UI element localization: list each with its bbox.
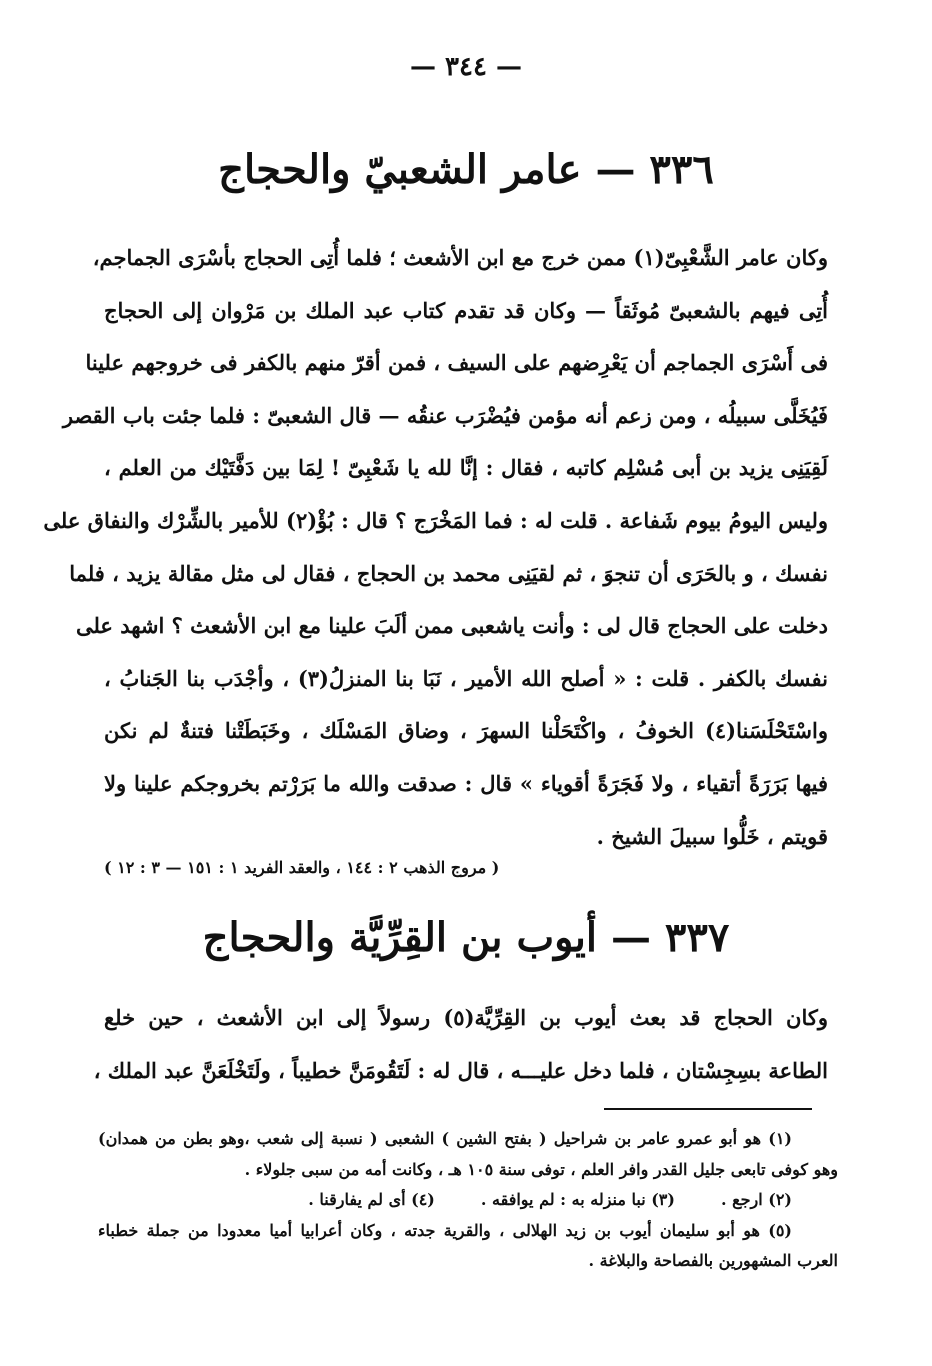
text-line: نفسك بالكفر . قلت : « أصلح الله الأمير ، نَبَا بنا المنزلُ(٣) ، وأجْدَب بنا الجَنابُ ،	[104, 665, 828, 691]
text-line: نفسك ، و بالحَرَى أن تنجوَ ، ثم لقيَنِى محمد بن الحجاج ، فقال لى مثل مقالة يزيد ، فلما	[69, 560, 828, 586]
text-line: فى أَسْرَى الجماجم أن يَعْرِضهم على السيف ، فمن أقرّ منهم بالكفر فى خروجهم علينا	[85, 350, 828, 376]
text-line: فيها بَرَرَةً أتقياء ، ولا فَجَرَةً أقوياء » قال : صدقت والله ما بَرَرْتم بخروجكم علينا ولا	[104, 770, 828, 796]
footnote-5-continued: العرب المشهورين بالفصاحة والبلاغة .	[588, 1251, 838, 1270]
source-citation: ( مروج الذهب ٢ : ١٤٤ ، والعقد الفريد ١ : ١٥١ — ٣ : ١٢ )	[104, 858, 500, 877]
text-line: وليس اليومُ بيوم شَفاعة . قلت له : فما المَخْرَج ؟ قال : بُؤْ(٢) للأمير بالشِّرْك والنفاق على	[43, 507, 828, 533]
page-number: — ٣٤٤ —	[409, 52, 523, 82]
footnote-divider	[604, 1108, 812, 1110]
text-line: قويتم ، خَلُّوا سبيلَ الشيخ .	[596, 823, 828, 849]
footnote-1-continued: وهو كوفى تابعى جليل القدر وافر العلم ، توفى سنة ١٠٥ هـ ، وكانت أمه من سبى جلولاء .	[244, 1159, 838, 1179]
footnote-4: (٤) أى لم يفارقنا .	[308, 1190, 435, 1209]
footnote-5: (٥) هو أبو سليمان أيوب بن زيد الهلالى ، والقرية جدته ، وكان أعرابيا أميا معدودا من جملة خطباء	[98, 1220, 792, 1240]
section-title-337: ٣٣٧ — أيوب بن القِرِّيَّة والحجاج	[202, 914, 730, 961]
section-337-body	[93, 992, 828, 1097]
footnotes-2-3-4	[98, 1185, 838, 1216]
text-line: دخلت على الحجاج قال لى : وأنت ياشعبى ممن ألَبَ علينا مع ابن الأشعث ؟ اشهد على	[75, 613, 828, 639]
footnotes	[98, 1124, 838, 1277]
text-line: أُتِى فيهم بالشعبىّ مُوثَقاً — وكان قد تقدم كتاب عبد الملك بن مَرْوان إلى الحجاج	[104, 297, 829, 323]
footnote-3: (٣) نبا منزله به : لم يوافقه .	[480, 1190, 675, 1209]
text-line: لَقِيَنِى يزيد بن أبى مُسْلِم كاتبه ، فقال : إنَّا لله يا شَعْبِىّ ! لِمَا بين دَفَّتَيْك من العلم ،	[104, 455, 828, 481]
text-line: الطاعة بسِجِسْتان ، فلما دخل عليـــه ، قال له : لَتَقُومَنَّ خطيباً ، ولَتَخْلَعَنَّ عبد الملك ،	[93, 1057, 828, 1083]
text-line: وكان عامر الشَّعْبِىّ(١) ممن خرج مع ابن الأشعث ؛ فلما أُتِى الحجاج بأسْرَى الجماجم،	[92, 245, 828, 270]
text-line: واسْتَحْلَسَنا(٤) الخوفُ ، واكْتَحَلْنا السهرَ ، وضاق المَسْلَك ، وخَبَطَتْنا فتنةٌ لم نكن	[104, 718, 828, 744]
section-336-body	[43, 232, 829, 863]
section-title-336: ٣٣٦ — عامر الشعبيّ والحجاج	[218, 146, 714, 193]
footnote-1: (١) هو أبو عمرو عامر بن شراحيل ( بفتح الشين ) الشعبى ( نسبة إلى شعب ،وهو بطن من همدان)	[98, 1129, 792, 1148]
text-line: وكان الحجاج قد بعث أيوب بن القِرِّيَّة(٥) رسولاً إلى ابن الأشعث ، حين خلع	[104, 1005, 828, 1030]
footnote-2: (٢) ارجع .	[720, 1190, 792, 1209]
text-line: فَيُخَلَّى سبيلُه ، ومن زعم أنه مؤمن فيُضْرَب عنقُه — قال الشعبىّ : فلما جئت باب القصر	[62, 402, 828, 428]
